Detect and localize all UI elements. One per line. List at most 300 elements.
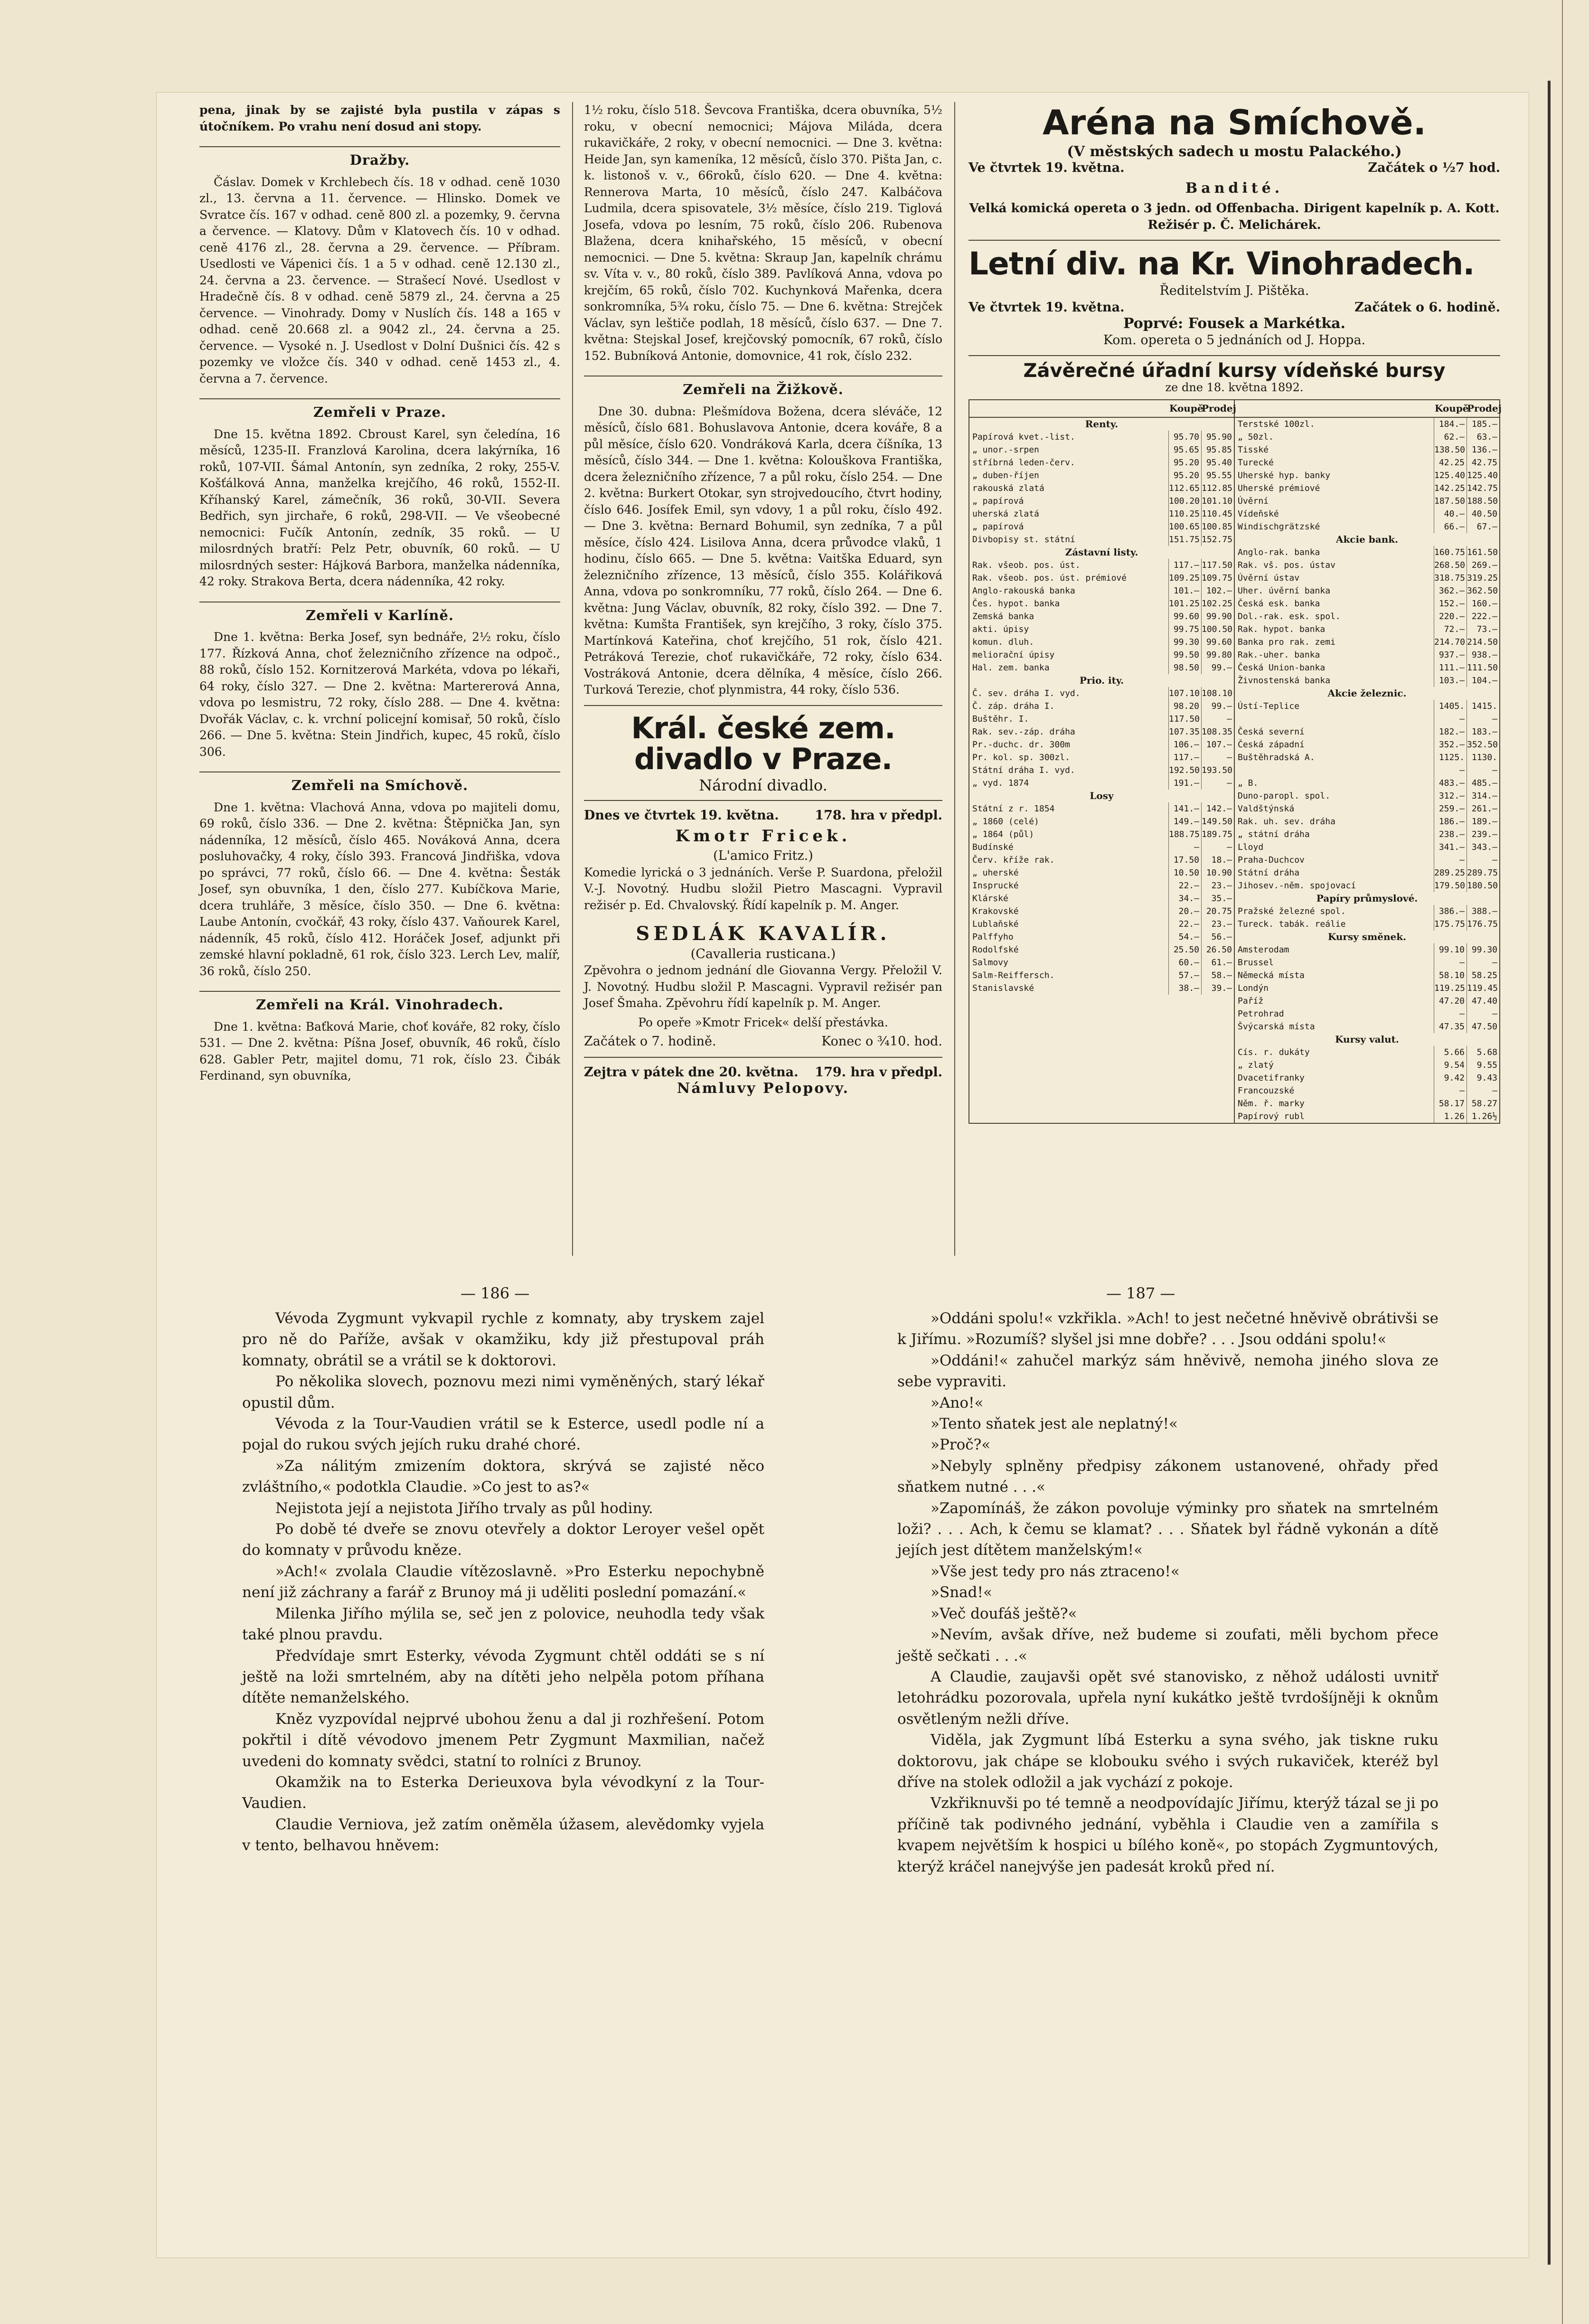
security-name: Rodolfské: [972, 944, 1019, 955]
bourse-row: [969, 790, 1234, 802]
sell-value: 362.50: [1467, 584, 1499, 597]
security-name: Papírová kvet.-list.: [972, 432, 1075, 442]
novel-paragraph: Předvídaje smrt Esterky, vévoda Zygmunt chtěl oddáti se s ní ještě na loži smrtelném, aby na dítěti jeho nelpěla potom příhana dítěte nemanželského.: [242, 1647, 764, 1707]
opera1-subtitle: (L'amico Fritz.): [713, 848, 813, 864]
sell-value: 67.—: [1467, 520, 1499, 533]
bourse-row: [1235, 738, 1499, 751]
letni-text: Kom. opereta o 5 jednáních od J. Hoppa.: [1103, 332, 1366, 348]
sell-value: 388.—: [1467, 905, 1499, 918]
buy-value: 62.—: [1434, 431, 1467, 443]
bourse-group-heading: Renty.: [1085, 418, 1119, 430]
sell-value: —: [1201, 713, 1234, 725]
bourse-row: [1235, 520, 1499, 533]
bourse-row: [1235, 918, 1499, 931]
buy-value: 312.—: [1434, 790, 1467, 802]
security-name: Červ. kříže rak.: [972, 855, 1055, 865]
bourse-row: [969, 815, 1234, 828]
buy-value: 100.65: [1168, 520, 1201, 533]
buy-value: 57.—: [1168, 969, 1201, 982]
sell-value: 185.—: [1467, 418, 1499, 431]
buy-value: —: [1434, 854, 1467, 866]
column-divider: [572, 102, 573, 1256]
section-title-praha: Zemřeli v Praze.: [199, 398, 560, 421]
security-name: Státní dráha I. vyd.: [972, 765, 1075, 775]
bourse-table-header: [969, 400, 1234, 418]
arena-start: Začátek o ½7 hod.: [1368, 160, 1500, 176]
sell-value: 100.85: [1201, 520, 1234, 533]
security-name: „ uherské: [972, 867, 1019, 878]
security-name: „ unor.-srpen: [972, 444, 1039, 455]
novel-paragraph: »Nevím, avšak dříve, než budeme si zoufati, měli bychom přece ještě sečkati . . .«: [897, 1626, 1439, 1665]
sell-value: 1130.—: [1467, 751, 1499, 777]
bourse-row: [1235, 546, 1499, 559]
arena-date: Ve čtvrtek 19. května.: [968, 160, 1125, 176]
security-name: komun. dluh.: [972, 637, 1034, 647]
bourse-row: [1235, 969, 1499, 982]
column-1: [199, 102, 560, 1087]
buy-value: 125.40: [1434, 469, 1467, 482]
bourse-row: [969, 495, 1234, 508]
sell-value: 56.—: [1201, 931, 1234, 943]
buy-value: 111.—: [1434, 661, 1467, 674]
bourse-row: [1235, 1097, 1499, 1110]
bourse-row: [969, 661, 1234, 674]
section-title-zizkov: Zemřeli na Žižkově.: [584, 376, 942, 398]
sell-value: 58.27: [1467, 1097, 1499, 1110]
sell-value: 102.25: [1201, 597, 1234, 610]
arena-title: Aréna na Smíchově.: [1043, 103, 1426, 142]
column-divider: [954, 102, 955, 1256]
security-name: „ papírová: [972, 521, 1024, 532]
sell-value: 95.40: [1201, 456, 1234, 469]
bourse-row: [969, 751, 1234, 764]
security-name: Budínské: [972, 842, 1014, 852]
bourse-table: [968, 399, 1500, 1124]
novel-paragraph: Po době té dveře se znovu otevřely a doktor Leroyer vešel opět do komnaty v průvodu kněze.: [242, 1521, 764, 1559]
sell-value: —: [1201, 841, 1234, 854]
bourse-row: [1235, 661, 1499, 674]
security-name: Stanislavské: [972, 983, 1034, 993]
bourse-row: [1235, 1033, 1499, 1046]
bourse-rows-left: [969, 418, 1234, 995]
sell-value: 23.—: [1201, 918, 1234, 931]
novel-paragraph: Vzkřiknuvši po té temně a neodpovídajíc Jiřímu, kterýž tázal se ji po příčině tak podivného jednání, vyběhla i Claudie ven a zamířila s kvapem největším k hospici u bílého koně«, po stopách Zygmuntových, kterýž kráčel nanejvýše jen padesát kroků před ní.: [897, 1795, 1439, 1875]
buy-value: 98.50: [1168, 661, 1201, 674]
bourse-row: [1235, 1007, 1499, 1020]
bourse-row: [969, 764, 1234, 777]
security-name: Německá místa: [1238, 970, 1305, 980]
security-name: Windischgrätzské: [1238, 521, 1320, 532]
bourse-row: [969, 559, 1234, 572]
sell-value: 35.—: [1201, 892, 1234, 905]
bourse-row: [969, 854, 1234, 866]
bourse-row: [1235, 508, 1499, 520]
buy-value: 289.25: [1434, 866, 1467, 879]
security-name: „ zlatý: [1238, 1060, 1274, 1070]
novel-paragraph: »Tento sňatek jest ale neplatný!«: [931, 1415, 1178, 1433]
opera1-title: Kmotr Fricek.: [675, 826, 851, 846]
bourse-row: [1235, 854, 1499, 866]
sell-value: 99.30: [1467, 943, 1499, 956]
bourse-group-heading: Zástavní listy.: [1065, 546, 1138, 558]
buy-value: 95.70: [1168, 431, 1201, 443]
buy-value: 99.75: [1168, 623, 1201, 636]
pause-note: Po opeře »Kmotr Fricek« delší přestávka.: [638, 1015, 888, 1029]
sell-value: —: [1201, 777, 1234, 790]
buy-value: 160.75: [1434, 546, 1467, 559]
sell-value: 1.26½: [1467, 1110, 1499, 1123]
security-name: Živnostenská banka: [1238, 675, 1331, 686]
sell-value: 5.68: [1467, 1046, 1499, 1059]
bourse-row: [969, 841, 1234, 854]
sell-value: 95.55: [1201, 469, 1234, 482]
novel-paragraph: Milenka Jiřího mýlila se, seč jen z polovice, neuhodla tedy však také plnou pravdu.: [242, 1605, 764, 1644]
security-name: Anglo-rak. banka: [1238, 547, 1320, 557]
sell-value: 1415.—: [1467, 700, 1499, 725]
bourse-row: [1235, 495, 1499, 508]
bourse-row: [1235, 533, 1499, 546]
tomorrow-row: [584, 1064, 942, 1081]
security-name: akti. úpisy: [972, 624, 1029, 634]
buy-value: —: [1168, 841, 1201, 854]
novel-paragraph: »Ano!«: [931, 1394, 984, 1411]
bourse-row: [969, 597, 1234, 610]
sell-value: 100.50: [1201, 623, 1234, 636]
security-name: Valdštýnská: [1238, 803, 1295, 814]
buy-value: 191.—: [1168, 777, 1201, 790]
karlin-text: Dne 1. května: Berka Josef, syn bednáře, 2½ roku, číslo 177. Řízková Anna, choť železničního zřízence na odpoč., 88 roků, číslo 152. Kornitzerová Markéta, vdova po lékaři, 64 roky, číslo 327. — Dne 2. května: Martererová Anna, vdova po lesmistru, 72 roky, číslo 288. — Dne 4. května: Dvořák Václav, c. k. vrchní policejní komisař, 50 roků, číslo 266. — Dne 5. května: Stein Jindřich, kupec, 45 roků, číslo 306.: [199, 630, 560, 759]
buy-value: 1.26: [1434, 1110, 1467, 1123]
security-name: Papírový rubl: [1238, 1111, 1305, 1121]
security-name: Uherské prémiové: [1238, 483, 1320, 493]
bourse-row: [969, 943, 1234, 956]
bourse-rows-right: [1235, 418, 1499, 1123]
bourse-row: [1235, 841, 1499, 854]
bourse-row: [969, 610, 1234, 623]
bourse-row: [1235, 418, 1499, 431]
bourse-row: [1235, 559, 1499, 572]
sell-value: 20.75: [1201, 905, 1234, 918]
bourse-table-right: [1235, 400, 1502, 1123]
security-name: „ 50zl.: [1238, 432, 1274, 442]
novel-paragraph: »Vše jest tedy pro nás ztraceno!«: [931, 1562, 1180, 1580]
bourse-row: [1235, 1084, 1499, 1097]
performance-date: Dnes ve čtvrtek 19. května.: [584, 808, 779, 823]
header-buy: Koupě: [1435, 403, 1469, 414]
sell-value: 136.—: [1467, 443, 1499, 456]
buy-value: 318.75: [1434, 572, 1467, 584]
buy-value: 95.20: [1168, 469, 1201, 482]
divider: [968, 240, 1500, 241]
bourse-row: [1235, 597, 1499, 610]
buy-value: 119.25: [1434, 982, 1467, 995]
sell-value: 160.—: [1467, 597, 1499, 610]
security-name: Salmovy: [972, 957, 1008, 968]
security-name: Buštěhr. I.: [972, 714, 1029, 724]
buy-value: 117.50: [1168, 713, 1201, 725]
bourse-table-left: [969, 400, 1235, 1123]
sell-value: 99.—: [1201, 700, 1234, 713]
bourse-row: [969, 931, 1234, 943]
sell-value: 938.—: [1467, 649, 1499, 661]
buy-value: 10.50: [1168, 866, 1201, 879]
bourse-row: [969, 649, 1234, 661]
buy-value: 112.65: [1168, 482, 1201, 495]
buy-value: 20.—: [1168, 905, 1201, 918]
security-name: Česká Union-banka: [1238, 662, 1326, 673]
sell-value: 99.—: [1201, 661, 1234, 674]
opera2-subtitle: (Cavalleria rusticana.): [690, 946, 836, 961]
arena-text: Velká komická opereta o 3 jedn. od Offenbacha. Dirigent kapelník p. A. Kott. Režisér p. Č. Melichárek.: [969, 201, 1500, 232]
bourse-row: [969, 828, 1234, 841]
buy-value: 107.35: [1168, 725, 1201, 738]
bourse-row: [969, 572, 1234, 584]
sell-value: 188.50: [1467, 495, 1499, 508]
bourse-row: [969, 533, 1234, 546]
sell-value: 108.10: [1201, 687, 1234, 700]
opera2-title: SEDLÁK KAVALÍR.: [636, 922, 891, 945]
novel-paragraph: »Proč?«: [931, 1436, 991, 1454]
security-name: „ duben-říjen: [972, 470, 1039, 480]
security-name: „ papírová: [972, 496, 1024, 506]
security-name: „ vyd. 1874: [972, 778, 1029, 788]
bourse-row: [1235, 623, 1499, 636]
novel-paragraph: Okamžik na to Esterka Derieuxova byla vévodkyní z la Tour-Vaudien.: [242, 1773, 764, 1812]
bourse-row: [1235, 687, 1499, 700]
security-name: Cís. r. dukáty: [1238, 1047, 1310, 1057]
sell-value: —: [1467, 854, 1499, 866]
arena-play: Bandité.: [1185, 179, 1284, 197]
bourse-row: [969, 469, 1234, 482]
bourse-row: [1235, 995, 1499, 1007]
sell-value: 47.40: [1467, 995, 1499, 1007]
security-name: meliorační úpisy: [972, 649, 1055, 660]
buy-value: 220.—: [1434, 610, 1467, 623]
bourse-group-heading: Kursy valut.: [1335, 1033, 1399, 1045]
security-name: Banka pro rak. zemi: [1238, 637, 1335, 647]
sell-value: 109.75: [1201, 572, 1234, 584]
bourse-row: [969, 725, 1234, 738]
buy-value: 42.25: [1434, 456, 1467, 469]
security-name: Vídeňské: [1238, 508, 1279, 519]
buy-value: —: [1434, 1084, 1467, 1097]
buy-value: 110.25: [1168, 508, 1201, 520]
divider: [584, 705, 942, 706]
buy-value: 149.—: [1168, 815, 1201, 828]
sell-value: 110.45: [1201, 508, 1234, 520]
bourse-row: [1235, 469, 1499, 482]
praha-text: Dne 15. května 1892. Cbroust Karel, syn čeledína, 16 měsíců, 1235-II. Franzlová Karolina, dcera lakýrníka, 16 roků, 107-VII. Šámal Antonín, syn zedníka, 2 roky, 255-V. Košťálková Anna, manželka krejčího, 46 roků, 1552-II. Kříhanský Karel, zámečník, 36 roků, 30-VII. Severa Bedřich, syn jirchaře, 6 roků, 298-VII. — Ve všeobecné nemocnici: Fučík Antonín, zedník, 35 roků. — U milosrdných bratří: Pelz Petr, obuvník, 60 roků. — U milosrdných sester: Hájková Barbora, manželka nádenníka, 42 roky. Strakova Berta, dcera nádenníka, 42 roky.: [199, 427, 560, 588]
bourse-row: [969, 738, 1234, 751]
buy-value: 60.—: [1168, 956, 1201, 969]
sell-value: 99.60: [1201, 636, 1234, 649]
novel-paragraph: »Za nálitým zmizením doktora, skrývá se zajisté něco zvláštního,« podotkla Claudie. »Co jest to as?«: [242, 1457, 764, 1496]
sell-value: 117.50: [1201, 559, 1234, 572]
sell-value: 39.—: [1201, 982, 1234, 995]
security-name: Divbopisy st. státní: [972, 534, 1075, 545]
buy-value: 106.—: [1168, 738, 1201, 751]
security-name: Francouzské: [1238, 1085, 1295, 1096]
security-name: Jihosev.-něm. spojovací: [1238, 880, 1356, 891]
bourse-row: [969, 713, 1234, 725]
bourse-row: [1235, 1046, 1499, 1059]
letni-play: Poprvé: Fousek a Markétka.: [1123, 315, 1345, 332]
bourse-row: [969, 418, 1234, 431]
header-buy: Koupě: [1169, 403, 1204, 414]
buy-value: 362.—: [1434, 584, 1467, 597]
end-time: Konec o ¾10. hod.: [821, 1034, 942, 1049]
security-name: Salm-Reiffersch.: [972, 970, 1055, 980]
security-name: „ B.: [1238, 778, 1259, 788]
divider: [584, 1057, 942, 1058]
sell-value: 142.—: [1201, 802, 1234, 815]
bourse-row: [1235, 431, 1499, 443]
security-name: Rak. všeob. pos. úst. prémiové: [972, 573, 1127, 583]
bourse-row: [1235, 790, 1499, 802]
bourse-group-heading: Prio. ity.: [1079, 674, 1124, 686]
bourse-table-header: [1235, 400, 1502, 418]
buy-value: 34.—: [1168, 892, 1201, 905]
bourse-group-heading: Papíry průmyslové.: [1316, 892, 1418, 904]
sell-value: 23.—: [1201, 879, 1234, 892]
bourse-row: [969, 918, 1234, 931]
bourse-row: [1235, 610, 1499, 623]
security-name: Insprucké: [972, 880, 1019, 891]
buy-value: 268.50: [1434, 559, 1467, 572]
sell-value: 152.75: [1201, 533, 1234, 546]
intro-paragraph: pena, jinak by se zajisté byla pustila v zápas s útočníkem. Po vrahu není dosud ani stopy.: [199, 103, 560, 133]
zizkov-text: Dne 30. dubna: Plešmídova Božena, dcera sléváče, 12 měsíců, číslo 681. Bohuslavova Antonie, dcera kováře, 8 a půl měsíce, číslo 620. Vondráková Karla, dcera číšníka, 13 měsíců, číslo 344. — Dne 1. května: Kolouškova Františka, dcera železničního zřízence, 7 a půl roku, číslo 254. — Dne 2. května: Burkert Otokar, syn strojvedoucího, čtvrt hodiny, číslo 646. Josífek Emil, syn vdovy, 1 a půl roku, číslo 492. — Dne 3. května: Bernard Bohumil, syn zedníka, 7 a půl měsíce, číslo 424. Lisilova Anna, dcera průvodce vlaků, 1 hodinu, číslo 665. — Dne 5. května: Vaitška Eduard, syn železničního zřízence, 13 měsíců, číslo 355. Kolářiková Anna, vdova po sonkromníku, 77 roků, číslo 264. — Dne 6. května: Jung Václav, obuvník, 82 roky, číslo 392. — Dne 7. května: Kumšta František, syn krejčího, 3 roky, číslo 375. Martínková Kateřina, choť krejčího, 51 rok, číslo 421. Petráková Terezie, choť rukavičkáře, 72 roky, číslo 634. Vostráková Antonie, dcera dělníka, 4 měsíce, číslo 266. Turková Terezie, choť plynmistra, 44 roky, číslo 536.: [584, 404, 942, 696]
bourse-row: [969, 623, 1234, 636]
bourse-row: [1235, 777, 1499, 790]
bourse-row: [1235, 866, 1499, 879]
buy-value: 5.66: [1434, 1046, 1467, 1059]
security-name: Duno-paropl. spol.: [1238, 790, 1331, 801]
buy-value: 17.50: [1168, 854, 1201, 866]
bourse-row: [1235, 443, 1499, 456]
drazby-text: Čáslav. Domek v Krchlebech čís. 18 v odhad. ceně 1030 zl., 13. června a 11. července. — Hlinsko. Domek ve Svratce čís. 167 v odhad. ceně 800 zl. a pozemky, 9. června a července. — Klatovy. Dům v Klatovech čís. 10 v odhad. ceně 4176 zl., 28. června a 29. července. — Příbram. Usedlosti ve Vápenici čís. 1 a 5 v odhad. ceně 12.130 zl., 24. června a 23. července. — Strašecí Nové. Usedlost v Hradečně čís. 8 v odhad. ceně 5879 zl., 24. června a 25 července. — Vinohrady. Domy v Nuslích čís. 148 a 165 v odhad. ceně 20.668 zl. a 9042 zl., 24. června a 25. července. — Vysoké n. J. Usedlost v Dolní Dušnici čís. 42 s pozemky ve vložce čís. 340 v odhad. ceně 1453 zl., 4. června a 7. července.: [199, 175, 560, 386]
bourse-row: [1235, 649, 1499, 661]
security-name: Rak. vš. pos. ústav: [1238, 560, 1335, 570]
bourse-row: [1235, 1072, 1499, 1084]
sell-value: 95.90: [1201, 431, 1234, 443]
section-title-vinohrady: Zemřeli na Král. Vinohradech.: [199, 991, 560, 1013]
novel-paragraph: »Nebyly splněny předpisy zákonem ustanovené, ohřady před sňatkem nutné . . .«: [897, 1457, 1439, 1496]
bourse-row: [1235, 1110, 1499, 1123]
bourse-row: [969, 443, 1234, 456]
security-name: Pražské železné spol.: [1238, 906, 1346, 916]
buy-value: 54.—: [1168, 931, 1201, 943]
buy-value: 99.30: [1168, 636, 1201, 649]
buy-value: 186.—: [1434, 815, 1467, 828]
sell-value: 125.40: [1467, 469, 1499, 482]
buy-value: 58.17: [1434, 1097, 1467, 1110]
security-name: „ státní dráha: [1238, 829, 1310, 839]
security-name: Čes. hypot. banka: [972, 598, 1060, 609]
sell-value: 119.45: [1467, 982, 1499, 995]
buy-value: 47.20: [1434, 995, 1467, 1007]
opera1-text: Komedie lyrická o 3 jednáních. Verše P. Suardona, přeložil V.-J. Novotný. Hudbu složil Pietro Mascagni. Vypravil režisér p. Ed. Chvalovský. Řídí kapelník p. M. Anger.: [584, 865, 942, 912]
security-name: „ 1860 (celé): [972, 816, 1039, 827]
bourse-row: [969, 508, 1234, 520]
bourse-group-heading: Akcie bank.: [1335, 533, 1399, 545]
bourse-row: [1235, 905, 1499, 918]
buy-value: —: [1434, 956, 1467, 969]
sell-value: 319.25: [1467, 572, 1499, 584]
security-name: Dvacetifranky: [1238, 1073, 1305, 1083]
security-name: Úvěrní: [1238, 496, 1269, 506]
sell-value: 58.25: [1467, 969, 1499, 982]
buy-value: 9.42: [1434, 1072, 1467, 1084]
buy-value: 182.—: [1434, 725, 1467, 738]
novel-section: [157, 1308, 1529, 2258]
theatre-subtitle: Národní divadlo.: [699, 776, 827, 794]
tomorrow-date: Zejtra v pátek dne 20. května.: [584, 1064, 799, 1080]
vinohrady-text: Dne 1. května: Baťková Marie, choť kováře, 82 roky, číslo 531. — Dne 2. května: Píšna Josef, obuvník, 46 roků, číslo 628. Gabler Petr, majitel domu, 71 rok, číslo 23. Čibák Ferdinand, syn obuvníka,: [199, 1019, 560, 1082]
sell-value: 104.—: [1467, 674, 1499, 687]
security-name: Česká esk. banka: [1238, 598, 1320, 609]
tomorrow-number: 179. hra v předpl.: [815, 1064, 942, 1080]
security-name: „ 1864 (půl): [972, 829, 1034, 839]
bourse-row: [1235, 1020, 1499, 1033]
buy-value: 341.—: [1434, 841, 1467, 854]
sell-value: 289.75: [1467, 866, 1499, 879]
buy-value: 9.54: [1434, 1059, 1467, 1072]
security-name: Úvěrní ústav: [1238, 573, 1300, 583]
buy-value: 142.25: [1434, 482, 1467, 495]
bourse-row: [1235, 725, 1499, 738]
sell-value: 73.—: [1467, 623, 1499, 636]
security-name: Londýn: [1238, 983, 1269, 993]
security-name: stříbrná leden-červ.: [972, 457, 1075, 468]
sell-value: 58.—: [1201, 969, 1234, 982]
buy-value: 22.—: [1168, 879, 1201, 892]
buy-value: 95.65: [1168, 443, 1201, 456]
column-3: [968, 102, 1500, 1124]
buy-value: 101.—: [1168, 584, 1201, 597]
buy-value: 937.—: [1434, 649, 1467, 661]
bourse-row: [969, 802, 1234, 815]
security-name: Terstské 100zl.: [1238, 419, 1315, 429]
start-time: Začátek o 7. hodině.: [584, 1034, 716, 1049]
bourse-group-heading: Kursy směnek.: [1327, 931, 1407, 942]
bourse-row: [1235, 584, 1499, 597]
page-number-row: [157, 1284, 1529, 1303]
security-name: Buštěhradská A.: [1238, 752, 1315, 762]
bourse-row: [969, 700, 1234, 713]
buy-value: 117.—: [1168, 751, 1201, 764]
sell-value: 47.50: [1467, 1020, 1499, 1033]
sell-value: —: [1201, 751, 1234, 764]
security-name: Česká severní: [1238, 726, 1305, 737]
bourse-row: [969, 956, 1234, 969]
bourse-row: [969, 777, 1234, 790]
bourse-row: [1235, 482, 1499, 495]
bourse-row: [969, 482, 1234, 495]
sell-value: 18.—: [1201, 854, 1234, 866]
bourse-row: [969, 892, 1234, 905]
theatre-title: Král. české zem. divadlo v Praze.: [631, 710, 895, 776]
buy-value: 152.—: [1434, 597, 1467, 610]
buy-value: 99.10: [1434, 943, 1467, 956]
security-name: Rak. všeob. pos. úst.: [972, 560, 1081, 570]
sell-value: 485.—: [1467, 777, 1499, 790]
novel-paragraph: »Ach!« zvolala Claudie vítězoslavně. »Pro Esterku nepochybně není již záchrany a farář z Brunoy má ji uděliti poslední pomazání.«: [242, 1562, 764, 1601]
bourse-row: [969, 584, 1234, 597]
sell-value: 111.50: [1467, 661, 1499, 674]
bourse-row: [969, 905, 1234, 918]
bourse-row: [969, 866, 1234, 879]
